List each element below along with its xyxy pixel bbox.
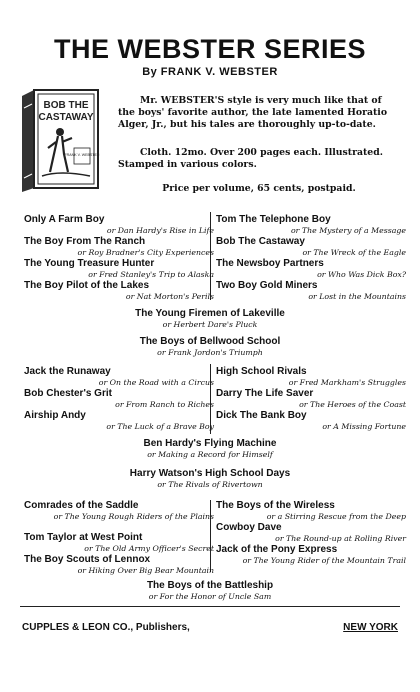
book-entry [216,500,408,522]
binding-specs: Cloth. 12mo. Over 200 pages each. Illustrated. Stamped in various colors. [118,147,383,170]
book-subtitle: or Fred Stanley's Trip to Alaska [88,270,214,279]
book-entry [216,522,408,544]
book-title: Jack the Runaway [24,366,111,377]
book-entry [216,258,408,280]
book-subtitle: or For the Honor of Uncle Sam [148,592,272,601]
book-cover-illustration [20,88,102,192]
book-entry [20,336,400,358]
book-title: High School Rivals [216,366,307,377]
book-subtitle: or Hiking Over Big Bear Mountain [77,566,214,575]
book-entry [24,500,216,522]
book-subtitle: or A Missing Fortune [322,422,406,431]
book-title: Tom The Telephone Boy [216,214,331,225]
book-title: The Boys of Bellwood School [139,336,281,347]
book-subtitle: or The Heroes of the Coast [299,400,406,409]
book-entry [216,410,408,432]
book-entry [216,544,408,566]
book-entry [216,366,408,388]
book-subtitle: or Dan Hardy's Rise in Life [106,226,214,235]
book-title: Comrades of the Saddle [24,500,139,511]
book-entry [24,280,216,302]
cover-title-line2: CASTAWAY [38,112,94,123]
book-title: Harry Watson's High School Days [129,468,291,479]
book-entry [24,532,216,554]
book-subtitle: or On the Road with a Circus [98,378,214,387]
cover-author-text: FRANK V. WEBSTER [64,153,100,157]
footer-rule [20,606,400,607]
book-subtitle: or Fred Markham's Struggles [288,378,406,387]
book-entry [20,468,400,490]
book-title: Bob The Castaway [216,236,305,247]
book-title: The Newsboy Partners [216,258,324,269]
book-subtitle: or Making a Record for Himself [147,450,273,459]
cover-title-line1: BOB THE [43,100,89,111]
book-entry [24,410,216,432]
book-subtitle: or The Round-up at Rolling River [275,534,406,543]
book-title: The Boys of the Battleship [146,580,274,591]
book-entry [24,366,216,388]
book-subtitle: or The Luck of a Brave Boy [106,422,214,431]
book-entry [20,580,400,602]
book-subtitle: or Nat Morton's Perils [125,292,214,301]
author-byline: By FRANK V. WEBSTER [142,66,278,78]
book-title: The Young Firemen of Lakeville [135,308,285,319]
book-title: Darry The Life Saver [216,388,314,399]
book-entry [216,236,408,258]
book-subtitle: or The Wreck of the Eagle [302,248,406,257]
book-subtitle: or Herbert Dare's Pluck [162,320,258,329]
book-entry [24,554,216,576]
book-title: Jack of the Pony Express [216,544,338,555]
book-title: The Boys of the Wireless [216,500,335,511]
publisher-name: CUPPLES & LEON CO., Publishers, [22,622,190,633]
book-title: Only A Farm Boy [24,214,105,225]
price-line: Price per volume, 65 cents, postpaid. [162,183,356,194]
book-title: Bob Chester's Grit [24,388,112,399]
book-title: The Boy Pilot of the Lakes [24,280,150,291]
book-title: The Young Treasure Hunter [24,258,155,269]
book-subtitle: or Lost in the Mountains [308,292,406,301]
book-title: The Boy Scouts of Lennox [24,554,151,565]
book-subtitle: or From Ranch to Riches [115,400,214,409]
book-entry [216,388,408,410]
book-subtitle: or The Young Rider of the Mountain Trail [242,556,406,565]
book-subtitle: or The Young Rough Riders of the Plains [53,512,214,521]
book-title: The Boy From The Ranch [24,236,146,247]
publisher-city: NEW YORK [343,622,398,633]
book-entry [24,236,216,258]
book-title: Cowboy Dave [216,522,282,533]
book-title: Two Boy Gold Miners [216,280,318,291]
book-title: Airship Andy [24,410,86,421]
book-title: Ben Hardy's Flying Machine [143,438,277,449]
book-subtitle: or Frank Jordon's Triumph [157,348,263,357]
series-title: THE WEBSTER SERIES [53,34,367,64]
book-entry [216,280,408,302]
book-title: Dick The Bank Boy [216,410,307,421]
book-subtitle: or a Stirring Rescue from the Deep [266,512,406,521]
book-subtitle: or The Old Army Officer's Secret [84,544,214,553]
book-entry [24,388,216,410]
book-entry [20,438,400,460]
book-subtitle: or The Mystery of a Message [290,226,406,235]
series-description: Mr. WEBSTER'S style is very much like that of the boys' favorite author, the late lamented Horatio Alger, Jr., but his tales are thoroughly up-to-date. [118,95,388,130]
book-subtitle: or The Rivals of Rivertown [157,480,263,489]
book-entry [216,214,408,236]
book-subtitle: or Who Was Dick Box? [317,270,406,279]
book-title: Tom Taylor at West Point [24,532,143,543]
book-entry [24,258,216,280]
book-entry [20,308,400,330]
book-subtitle: or Roy Bradner's City Experiences [77,248,214,257]
book-entry [24,214,216,236]
